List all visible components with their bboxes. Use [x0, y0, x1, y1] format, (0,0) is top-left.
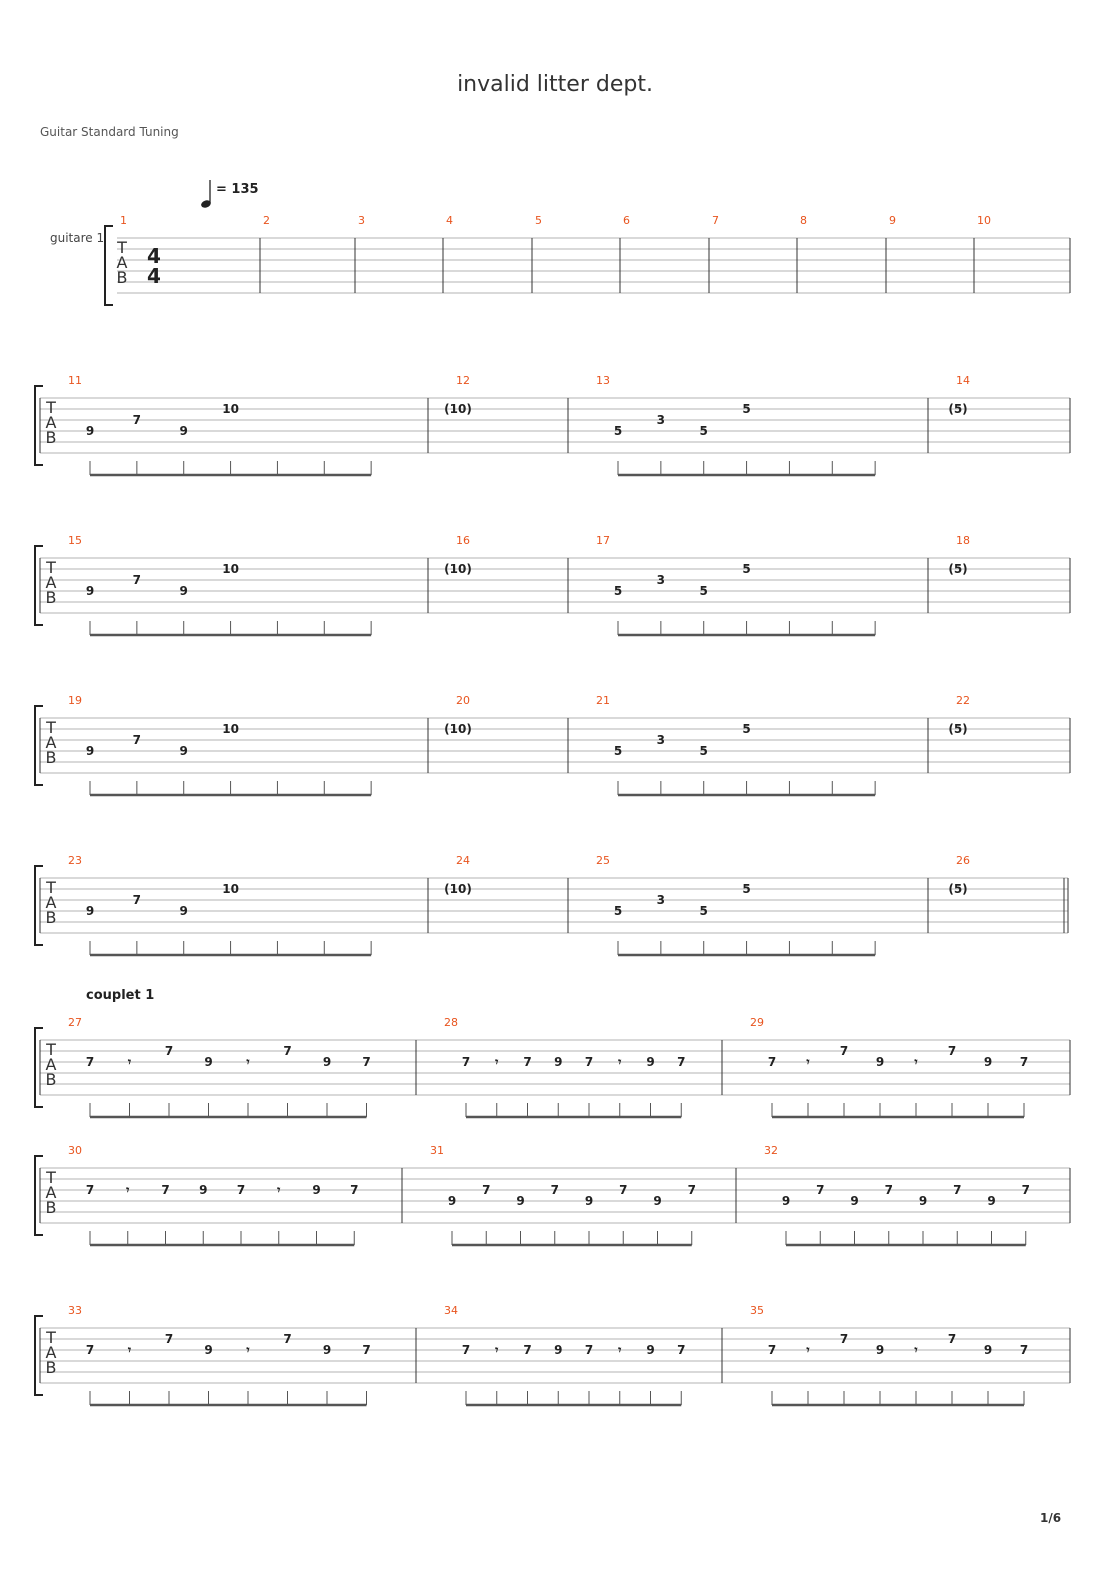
measure-number: 23: [68, 854, 82, 867]
measure-number: 10: [977, 214, 991, 227]
fret-number: 10: [222, 402, 239, 416]
measure-number: 15: [68, 534, 82, 547]
fret-number: 7: [523, 1055, 532, 1069]
measure-number: 17: [596, 534, 610, 547]
tab-clef-letter: T: [46, 398, 56, 417]
fret-number: 7: [884, 1183, 893, 1197]
fret-number: 3: [656, 413, 666, 427]
tab-system: [35, 1144, 1070, 1245]
fret-number: 𝄾: [127, 1343, 132, 1357]
fret-number: 𝄾: [246, 1055, 250, 1069]
score-title: invalid litter dept.: [457, 72, 653, 97]
fret-number: 7: [85, 1343, 95, 1357]
instrument-name: guitare 1: [50, 231, 105, 245]
tab-clef-letter: T: [46, 1040, 56, 1059]
fret-number: 7: [767, 1343, 777, 1357]
fret-number: 7: [362, 1343, 371, 1357]
measure-number: 21: [596, 694, 610, 707]
fret-number: 5: [613, 904, 623, 918]
fret-number: 7: [677, 1055, 686, 1069]
fret-number: 7: [164, 1044, 174, 1058]
measure-number: 32: [764, 1144, 778, 1157]
tab-system: [35, 534, 1070, 635]
measure-number: 18: [956, 534, 970, 547]
measure-number: 29: [750, 1016, 764, 1029]
measure-number: 2: [263, 214, 270, 227]
fret-number: 9: [516, 1194, 525, 1208]
fret-number: (10): [444, 562, 472, 576]
fret-number: 7: [767, 1055, 777, 1069]
tempo-value: = 135: [216, 182, 259, 197]
fret-number: 5: [742, 402, 751, 416]
measure-number: 9: [889, 214, 896, 227]
tab-clef-letter: T: [46, 1168, 56, 1187]
fret-number: 5: [699, 744, 708, 758]
tab-clef-letter: B: [45, 428, 57, 447]
fret-number: 9: [204, 1055, 213, 1069]
tab-system: [35, 374, 1070, 475]
fret-number: (5): [948, 882, 968, 896]
fret-number: 9: [918, 1194, 928, 1208]
fret-number: 𝄾: [914, 1055, 918, 1069]
tab-clef-letter: B: [45, 1358, 57, 1377]
tab-clef-letter: B: [45, 748, 57, 767]
measure-number: 8: [800, 214, 807, 227]
fret-number: 10: [222, 562, 239, 576]
fret-number: 9: [987, 1194, 996, 1208]
measure-number: 30: [68, 1144, 82, 1157]
fret-number: 9: [204, 1343, 213, 1357]
fret-number: 5: [699, 424, 708, 438]
fret-number: 𝄾: [277, 1183, 281, 1197]
tab-clef-letter: A: [45, 1055, 57, 1074]
fret-number: 7: [132, 733, 142, 747]
measure-number: 16: [456, 534, 470, 547]
fret-number: 7: [584, 1343, 594, 1357]
system-bracket: [105, 226, 113, 305]
fret-number: 7: [1021, 1183, 1030, 1197]
fret-number: (5): [948, 562, 968, 576]
measure-number: 35: [750, 1304, 764, 1317]
measure-number: 31: [430, 1144, 444, 1157]
fret-number: 7: [161, 1183, 170, 1197]
fret-number: 9: [179, 584, 188, 598]
fret-number: 𝄾: [806, 1343, 810, 1357]
fret-number: 7: [132, 413, 142, 427]
tab-system: [35, 854, 1068, 955]
tab-system: [35, 694, 1070, 795]
fret-number: 7: [816, 1183, 825, 1197]
fret-number: 3: [656, 893, 666, 907]
fret-number: 𝄾: [618, 1055, 622, 1069]
tab-clef-letter: A: [45, 1183, 57, 1202]
fret-number: 10: [222, 882, 239, 896]
tab-system: [35, 1016, 1070, 1117]
time-signature-top: 4: [147, 244, 161, 268]
fret-number: 𝄾: [127, 1055, 132, 1069]
fret-number: 9: [875, 1055, 885, 1069]
measure-number: 1: [120, 214, 127, 227]
fret-number: 7: [461, 1343, 471, 1357]
tab-clef-letter: A: [45, 573, 57, 592]
fret-number: 7: [523, 1343, 532, 1357]
fret-number: 9: [312, 1183, 321, 1197]
fret-number: 7: [236, 1183, 246, 1197]
fret-number: 7: [283, 1044, 292, 1058]
measure-number: 7: [712, 214, 719, 227]
fret-number: 7: [132, 893, 142, 907]
fret-number: 7: [1019, 1343, 1029, 1357]
fret-number: 9: [85, 904, 95, 918]
measure-number: 19: [68, 694, 82, 707]
fret-number: 5: [742, 562, 751, 576]
fret-number: 7: [550, 1183, 559, 1197]
measure-number: 20: [456, 694, 470, 707]
fret-number: 5: [699, 584, 708, 598]
fret-number: 𝄾: [495, 1055, 499, 1069]
fret-number: 9: [983, 1343, 993, 1357]
fret-number: 7: [283, 1332, 292, 1346]
fret-number: 9: [447, 1194, 457, 1208]
fret-number: 5: [699, 904, 708, 918]
tab-clef-letter: T: [46, 1328, 56, 1347]
fret-number: 9: [653, 1194, 662, 1208]
tab-clef-letter: B: [45, 908, 57, 927]
fret-number: (5): [948, 402, 968, 416]
tempo-marking: [200, 180, 258, 209]
fret-number: 9: [322, 1343, 332, 1357]
fret-number: 7: [687, 1183, 696, 1197]
fret-number: 9: [781, 1194, 791, 1208]
fret-number: 5: [613, 744, 623, 758]
fret-number: 9: [554, 1343, 563, 1357]
tab-system: [105, 214, 1070, 305]
tab-clef-letter: T: [46, 558, 56, 577]
tab-clef-letter: A: [45, 893, 57, 912]
fret-number: 9: [85, 584, 95, 598]
fret-number: 9: [584, 1194, 594, 1208]
fret-number: 𝄾: [126, 1183, 130, 1197]
fret-number: 5: [742, 722, 751, 736]
fret-number: 9: [85, 744, 95, 758]
fret-number: 7: [584, 1055, 594, 1069]
fret-number: 7: [1019, 1055, 1029, 1069]
measure-number: 24: [456, 854, 470, 867]
tab-clef-letter: B: [45, 588, 57, 607]
measure-number: 11: [68, 374, 82, 387]
systems-layer: [35, 214, 1070, 1405]
section-label: couplet 1: [86, 988, 155, 1003]
fret-number: 3: [656, 573, 666, 587]
measure-number: 22: [956, 694, 970, 707]
fret-number: 5: [613, 424, 623, 438]
measure-number: 13: [596, 374, 610, 387]
fret-number: 7: [482, 1183, 491, 1197]
measure-number: 25: [596, 854, 610, 867]
fret-number: 7: [85, 1183, 95, 1197]
fret-number: (10): [444, 882, 472, 896]
fret-number: 3: [656, 733, 666, 747]
page-number: 1/6: [1040, 1511, 1062, 1525]
fret-number: 9: [646, 1055, 655, 1069]
tab-clef-letter: B: [45, 1070, 57, 1089]
fret-number: 𝄾: [495, 1343, 499, 1357]
fret-number: 5: [742, 882, 751, 896]
tab-clef-letter: B: [45, 1198, 57, 1217]
tuning-label: Guitar Standard Tuning: [40, 125, 179, 139]
measure-number: 6: [623, 214, 630, 227]
measure-number: 28: [444, 1016, 458, 1029]
tab-clef-letter: B: [116, 268, 128, 287]
measure-number: 5: [535, 214, 542, 227]
fret-number: 9: [983, 1055, 993, 1069]
tab-clef-letter: A: [116, 253, 128, 272]
fret-number: 7: [362, 1055, 371, 1069]
fret-number: 5: [613, 584, 623, 598]
tab-clef-letter: T: [117, 238, 127, 257]
fret-number: 7: [677, 1343, 686, 1357]
measure-number: 26: [956, 854, 970, 867]
fret-number: 7: [953, 1183, 962, 1197]
tab-system: [35, 1304, 1070, 1405]
fret-number: (10): [444, 722, 472, 736]
fret-number: 𝄾: [246, 1343, 250, 1357]
fret-number: 7: [164, 1332, 174, 1346]
fret-number: 9: [199, 1183, 208, 1197]
fret-number: 9: [875, 1343, 885, 1357]
fret-number: 9: [850, 1194, 859, 1208]
measure-number: 12: [456, 374, 470, 387]
fret-number: 9: [322, 1055, 332, 1069]
tab-clef-letter: T: [46, 718, 56, 737]
fret-number: 7: [85, 1055, 95, 1069]
fret-number: 7: [461, 1055, 471, 1069]
fret-number: 9: [179, 744, 188, 758]
fret-number: 7: [839, 1044, 849, 1058]
fret-number: 𝄾: [806, 1055, 810, 1069]
measure-number: 34: [444, 1304, 458, 1317]
measure-number: 33: [68, 1304, 82, 1317]
tab-clef-letter: A: [45, 733, 57, 752]
measure-number: 3: [358, 214, 365, 227]
fret-number: 9: [554, 1055, 563, 1069]
fret-number: 7: [132, 573, 142, 587]
fret-number: 9: [179, 904, 188, 918]
fret-number: 10: [222, 722, 239, 736]
fret-number: 7: [839, 1332, 849, 1346]
measure-number: 14: [956, 374, 970, 387]
fret-number: (10): [444, 402, 472, 416]
fret-number: 9: [179, 424, 188, 438]
tab-clef-letter: A: [45, 413, 57, 432]
fret-number: (5): [948, 722, 968, 736]
fret-number: 9: [646, 1343, 655, 1357]
measure-number: 27: [68, 1016, 82, 1029]
tab-clef-letter: T: [46, 878, 56, 897]
fret-number: 7: [947, 1044, 957, 1058]
tab-clef-letter: A: [45, 1343, 57, 1362]
fret-number: 𝄾: [914, 1343, 918, 1357]
fret-number: 9: [85, 424, 95, 438]
fret-number: 7: [350, 1183, 359, 1197]
time-signature-bottom: 4: [147, 264, 161, 288]
fret-number: 𝄾: [618, 1343, 622, 1357]
measure-number: 4: [446, 214, 453, 227]
fret-number: 7: [619, 1183, 628, 1197]
fret-number: 7: [947, 1332, 957, 1346]
